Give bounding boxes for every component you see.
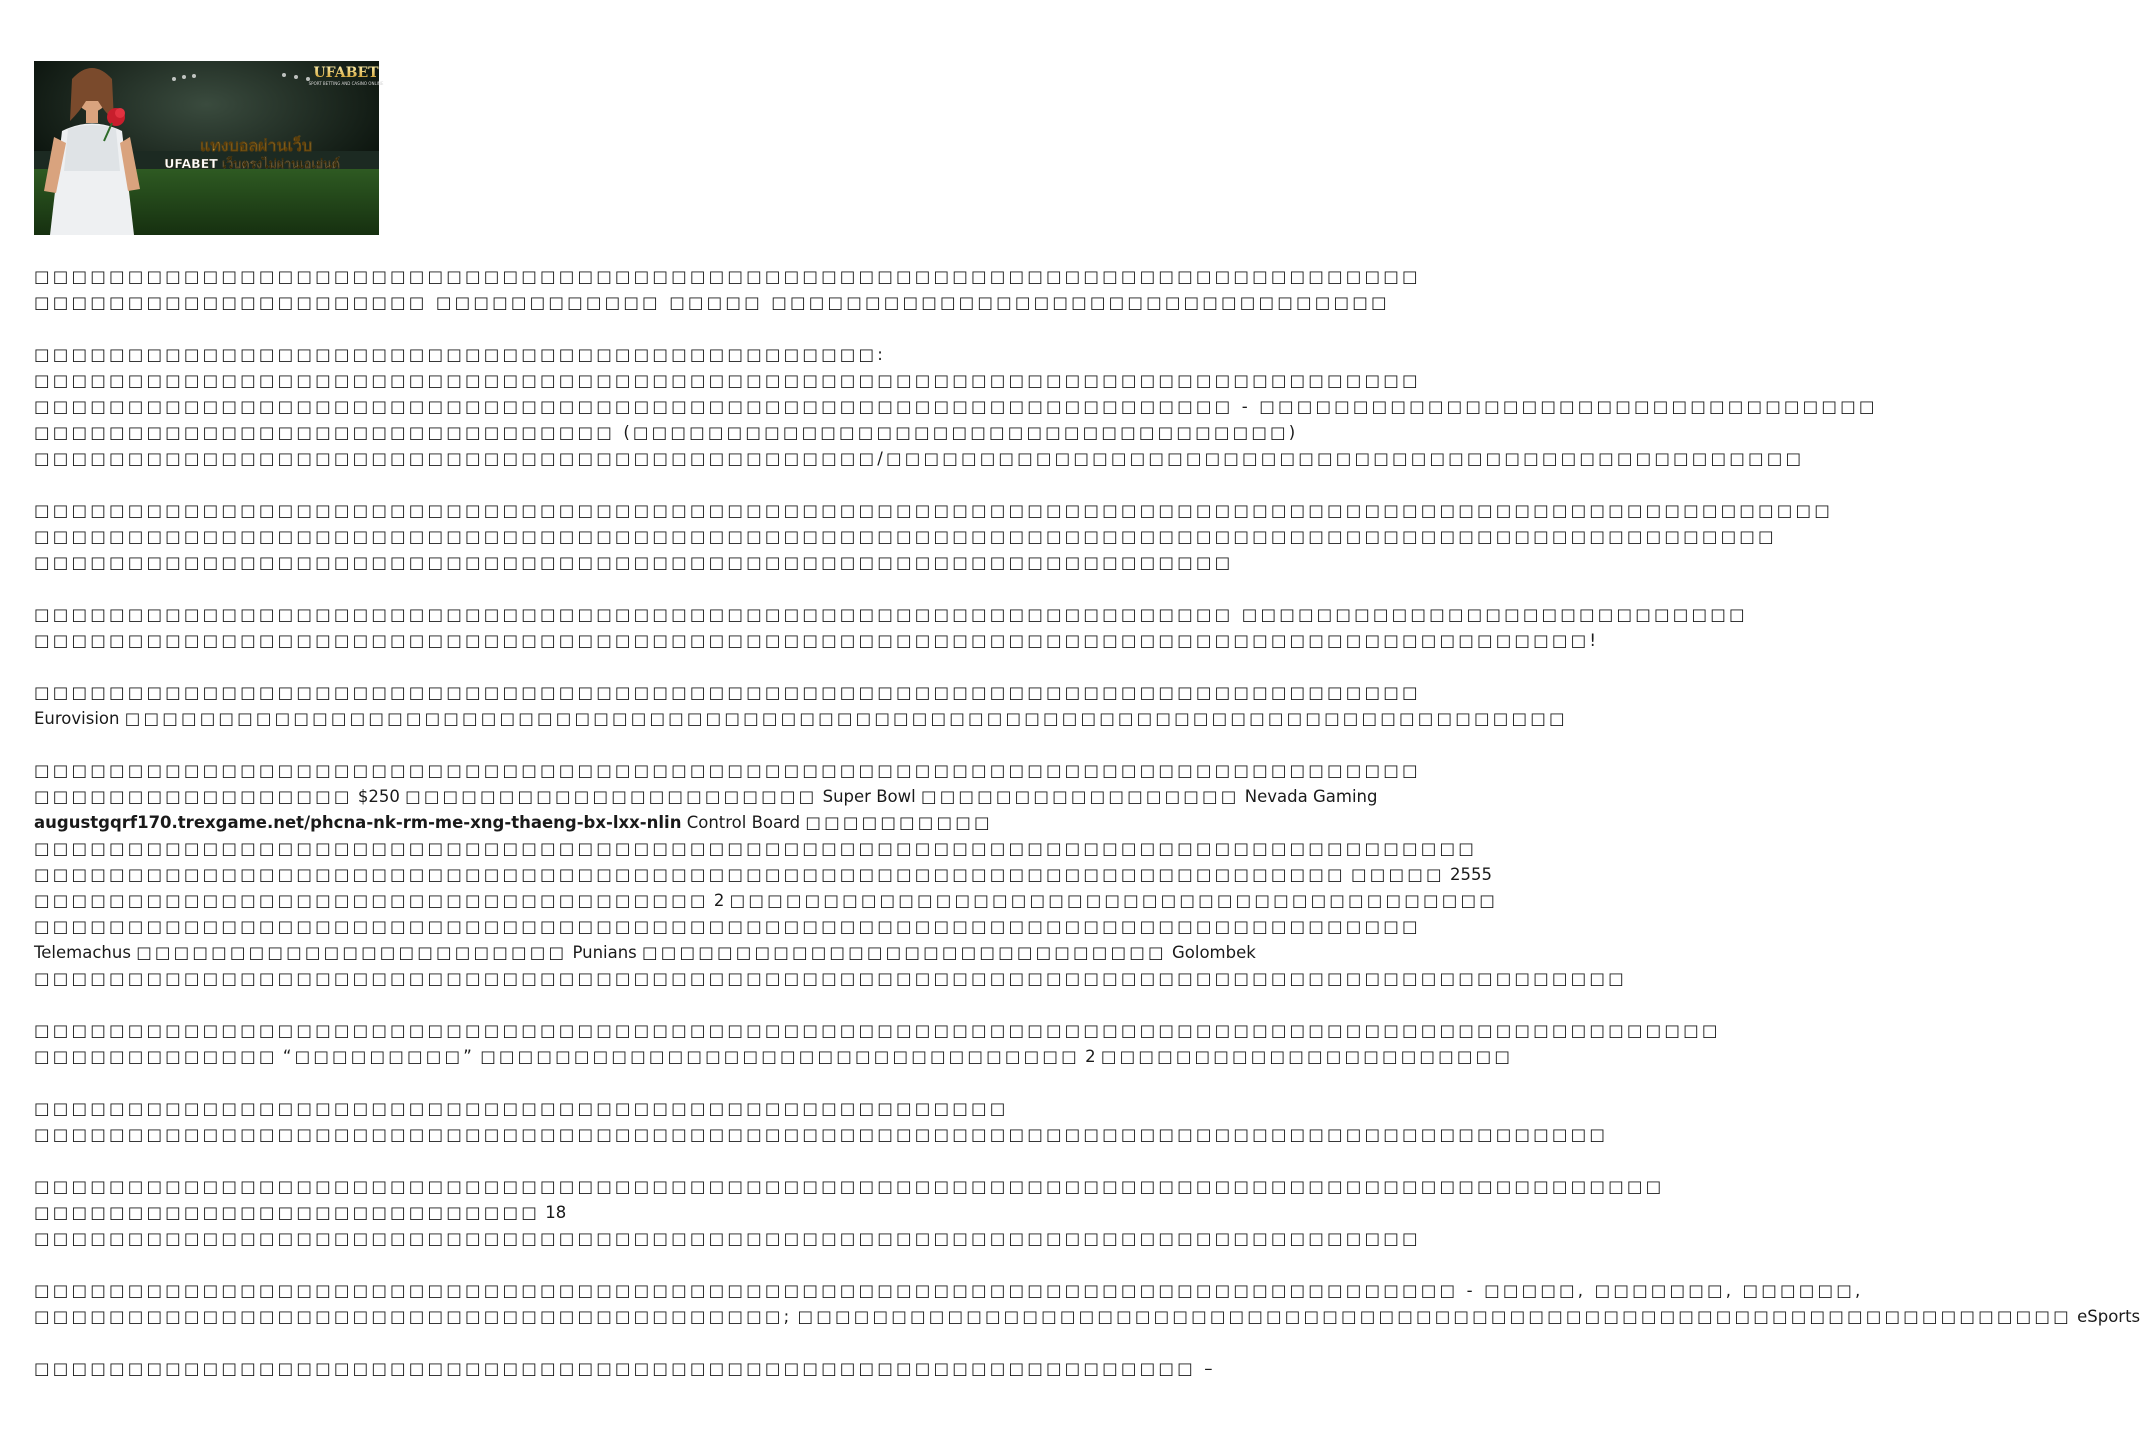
number: 2	[713, 891, 725, 910]
text-segment: □□□□□□□□□□□□□□□□□□□□□□□□□□□□□□□□□□□□□□□□□	[729, 891, 1498, 910]
text-segment: □□□□□□□□□□□□□	[34, 1047, 278, 1066]
text-segment: □□□□□□□□□□□□□□□□□□□□□□	[405, 787, 818, 806]
text-line: □□□□□□□□□□□□□□□□□□□□□□□□□□□□□□□□□□□□□□□□□□□□□□□□□□□□□□□□□□□□□□□□□□□□□□□□□□	[34, 761, 1421, 780]
term-punians: Punians	[572, 943, 637, 962]
text-line: □□□□□□□□□□□□□□□□□□□□□ □□□□□□□□□□□□ □□□□□ □□□□□□□□□□□□□□□□□□□□□□□□□□□□□□□□□	[34, 293, 1390, 312]
text-line: □□□□□□□□□□□□□□□□□□□□□□□□□□□□□□□□□□□□□□□□□□□□□:	[34, 345, 886, 364]
article-body	[34, 264, 2140, 1408]
paragraph-9	[34, 1174, 1665, 1252]
text-line: □□□□□□□□□□□□□□□□□□□□□□□□□□□□□□□□□□□□□□□□□□□□□□□□□□□□□□□□□□□□□□□□□□□□□□□□□□□□□	[124, 709, 1568, 728]
term-eurovision: Eurovision	[34, 709, 120, 728]
number: 2	[1085, 1047, 1096, 1066]
text-line: □□□□□□□□□□□□□□□□□□□□□□□□□□□□□□□□□□□□□□□□□□□□□□□□□□□□□□□□□□□□□□□□ - □□□□□□□□□□□□□□□□□□□□□□□□□□□□□□□□□	[34, 397, 1878, 416]
term-nevada-gaming: Nevada Gaming	[1244, 787, 1378, 806]
text-segment: □□□□□□□□□□□□□□□□□□□□□□□□□□□□	[642, 943, 1167, 962]
paragraph-6	[34, 758, 1627, 992]
text-line: □□□□□□□□□□□□□□□□□□□□□□□□□□□□□□□□□□□□□□□□□□□□□□□□□□□□□□□□□□□□□□□□□□□□□□□□□□	[34, 917, 1421, 936]
text-line: □□□□□□□□□□□□□□□□□□□□□□□□□□□□□□□□□□□□□□□□□□□□□□□□□□□□□□□□□□□□□□□□□□□□□□□□□□	[34, 371, 1421, 390]
text-line: □□□□□□□□□□□□□□□□□□□□□□□□□□□□□□□□□□□□□□□□□□□□□□□□□□□□□□□□□□□□□□□□□□□□□□□□□□□□□□□□□□□□□	[34, 969, 1627, 988]
paragraph-11	[34, 1356, 1216, 1382]
paragraph-5	[34, 680, 1568, 732]
text-line: □□□□□□□□□□□□□□□□□□□□□□□□□□□□□□□□□□□□□□□□□□□□□□□□□□□□□□□□□□□□□□□□□□□□□□□□□□	[34, 267, 1421, 286]
text-segment: □□□□□□□□□□□□□□□□□□□□□□□□□□□□□□□□□□□□	[34, 891, 709, 910]
paragraph-2	[34, 342, 1878, 472]
text-line: □□□□□□□□□□□□□□□□□□□□□□□□□□□□□□□□□□□□□□□□□□□□□/□□□□□□□□□□□□□□□□□□□□□□□□□□□□□□□□□□□□□□□□□□□□□□□□□	[34, 449, 1805, 468]
article-link[interactable]: augustgqrf170.trexgame.net/phcna-nk-rm-me-xng-thaeng-bx-lxx-nlin	[34, 813, 682, 832]
ufabet-logo: UFABET	[313, 65, 379, 81]
text-line: □□□□□□□□□□□□□□□□□□□□□□□□□□□□□□□□□□□□□□□□□□□□□□□□□□□□□□□□□□□□□□□□□□□□□□□□□□	[34, 1229, 1421, 1248]
term-control-board: Control Board	[686, 813, 801, 832]
ufabet-banner-image	[34, 61, 384, 235]
text-segment: □□□□□□□□□□	[805, 813, 993, 832]
paragraph-4	[34, 602, 1748, 654]
term-telemachus: Telemachus	[34, 943, 131, 962]
banner-graphic	[34, 61, 384, 235]
text-line: □□□□□□□□□□□□□□□□□□□□□□□□□□□□□□□□□□□□□□□□□□□□□□□□□□□□□□□□□□□□□□□□□□□□□□□□□□□□ - □□□□□, □□□□□□□, □□□□□□,	[34, 1281, 1864, 1300]
text-line: □□□□□□□□□□□□□□□□□□□□□□□□□□□□□□□□□□□□□□□□□□□□□□□□□□□□□□□□□□□□□□□□□□□□□□□□□□□□□□□□□□□□□□□□□□	[34, 1021, 1721, 1040]
banner-subheadline: UFABET เว็บตรงไม่ผ่านเอเย่นต์	[164, 156, 340, 171]
term-esports: eSports	[2077, 1307, 2140, 1326]
text-line: □□□□□□□□□□□□□□□□□□□□□□□□□□□□□□□□□□□□□□□□□□□□□□□□□□□□□□□□□□□□□□□□	[34, 553, 1234, 572]
text-segment: □□□□□□□□□□□□□□□□□□□□□□□□□□□□□□□□□□□□□□□□□□□□□□□□□□□□□□□□□□□□□□□□□□□□	[797, 1307, 2072, 1326]
ufabet-logo-subtitle: SPORT BETTING AND CASINO ONLINE	[308, 81, 384, 86]
text-line: □□□□□□□□□□□□□□□□□□□□□□□□□□□□□□□□□□□□□□□□□□□□□□□□□□□□□□□□□□□□□□□□□□□□□□□□□□□□□□□□□□□!	[34, 631, 1600, 650]
text-segment: □□□□□□□□□□□□□□□□□□□□□□	[1100, 1047, 1514, 1066]
paragraph-7	[34, 1018, 1721, 1070]
term-super-bowl: Super Bowl	[822, 787, 916, 806]
text-line: □□□□□□□□□□□□□□□□□□□□□□□□□□□□□□□□□□□□□□□□□□□□□□□□□□□□□□□□□□□□□□ –	[34, 1359, 1216, 1378]
text-line: □□□□□□□□□□□□□□□□□□□□□□□□□□□□□□□□□□□□□□□□□□□□□□□□□□□□□□□□□□□□□□□□□□□□□□□□□□□□□□□□□□□□□□□□□□□□□□□□	[34, 501, 1834, 520]
paragraph-8	[34, 1096, 1609, 1148]
banner-headline: แทงบอลผ่านเว็บ	[199, 136, 313, 155]
term-golombek: Golombek	[1172, 943, 1256, 962]
text-segment: □□□□□□□□□□□□□□□□□□□□□□□□□□□□□□□□	[480, 1047, 1080, 1066]
text-segment: □□□□□□□□□□□□□□□□□	[920, 787, 1240, 806]
text-line: □□□□□□□□□□□□□□□□□□□□□□□□□□□□□□□□□□□□□□□□□□□□□□□□□□□□□□□□□□□□□□□□□□□□□□□□□□□□□□□□□□□□□□□	[34, 1177, 1665, 1196]
text-segment: □□□□□□□□□□□□□□□□□	[34, 787, 353, 806]
text-line: □□□□□□□□□□□□□□□□□□□□□□□□□□□□□□□□□□□□□□□□□□□□□□□□□□□□□□□□□□□□□□□□□□□□□□□□□□□□□	[34, 839, 1477, 858]
text-line: □□□□□□□□□□□□□□□□□□□□□□□□□□□□□□□□□□□□□□□□□□□□□□□□□□□□	[34, 1099, 1009, 1118]
text-line: □□□□□□□□□□□□□□□□□□□□□□□□□□□□□□□□□□□□□□□□□□□□□□□□□□□□□□□□□□□□□□□□ □□□□□□□□□□□□□□□□□□□□□□□□□□□	[34, 605, 1748, 624]
text-segment: □□□□□	[1351, 865, 1445, 884]
paragraph-1	[34, 264, 1421, 316]
quoted-text: “□□□□□□□□□”	[282, 1047, 475, 1066]
paragraph-10	[34, 1278, 2140, 1330]
text-segment: □□□□□□□□□□□□□□□□□□□□□□□□□□□	[34, 1203, 540, 1222]
amount: $250	[357, 787, 400, 806]
year: 2555	[1449, 865, 1492, 884]
text-line: □□□□□□□□□□□□□□□□□□□□□□□□□□□□□□□□□□□□□□□□□□□□□□□□□□□□□□□□□□□□□□□□□□□□□□□□□□□□□□□□□□□□	[34, 1125, 1609, 1144]
text-segment: □□□□□□□□□□□□□□□□□□□□□□□	[136, 943, 568, 962]
text-line: □□□□□□□□□□□□□□□□□□□□□□□□□□□□□□□ (□□□□□□□□□□□□□□□□□□□□□□□□□□□□□□□□□□□)	[34, 423, 1299, 442]
text-line: □□□□□□□□□□□□□□□□□□□□□□□□□□□□□□□□□□□□□□□□□□□□□□□□□□□□□□□□□□□□□□□□□□□□□□□□□□□□□□□□□□□□□□□□□□□□□	[34, 527, 1777, 546]
text-line: □□□□□□□□□□□□□□□□□□□□□□□□□□□□□□□□□□□□□□□□□□□□□□□□□□□□□□□□□□□□□□□□□□□□□□□□□□	[34, 683, 1421, 702]
text-segment: □□□□□□□□□□□□□□□□□□□□□□□□□□□□□□□□□□□□□□□□;	[34, 1307, 793, 1326]
age-number: 18	[545, 1203, 567, 1222]
text-segment: □□□□□□□□□□□□□□□□□□□□□□□□□□□□□□□□□□□□□□□□□□□□□□□□□□□□□□□□□□□□□□□□□□□□□□	[34, 865, 1346, 884]
paragraph-3	[34, 498, 1834, 576]
